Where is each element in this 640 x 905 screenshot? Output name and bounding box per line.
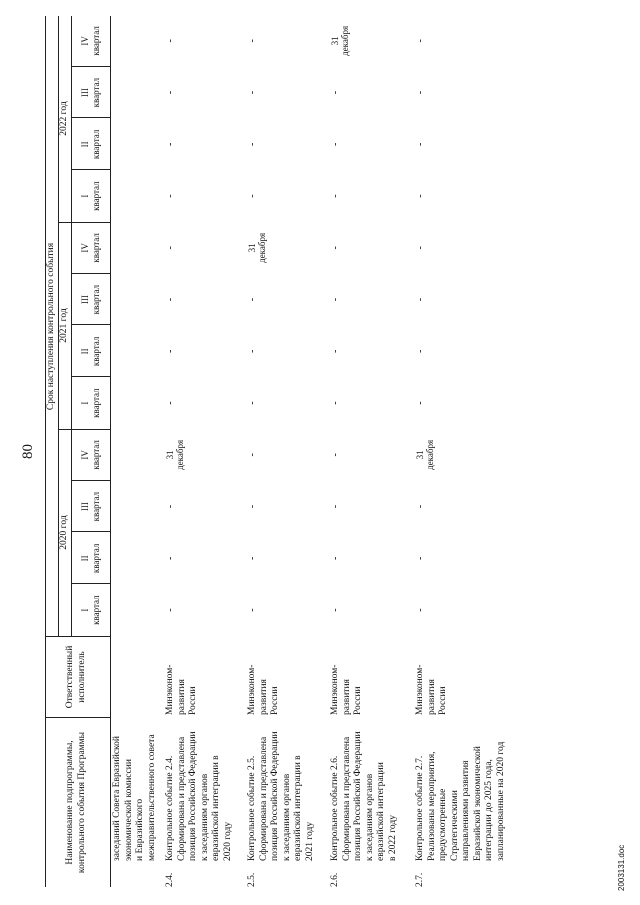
quarter-header: I квартал [80, 595, 101, 625]
empty-cell-dash: - [415, 39, 426, 43]
empty-cell-dash: - [165, 90, 176, 95]
quarter-header: III квартал [80, 491, 101, 522]
empty-cell-dash: - [415, 401, 426, 405]
header-term: Срок наступления контрольного события [46, 242, 56, 411]
header-responsible: Ответственный исполнитель [65, 645, 87, 709]
row-number: 2.6. [330, 872, 340, 887]
row-number: 2.5. [247, 872, 257, 887]
empty-cell-dash: - [415, 608, 426, 612]
empty-cell-dash: - [165, 194, 176, 198]
quarter-header: IV квартал [80, 233, 101, 263]
empty-cell-dash: - [330, 608, 341, 612]
col-divider [45, 717, 111, 718]
row-responsible: Минэконом- развития России [330, 664, 363, 715]
header-name: Наименование подпрограммы, контрольного события Программы [65, 731, 87, 874]
row-responsible: Минэконом- развития России [247, 664, 280, 715]
empty-cell-dash: - [165, 556, 176, 561]
row-continued-name: заседаний Совета Евразийской экономической комиссии и Евразийского межправительственного совета [112, 734, 157, 861]
empty-cell-dash: - [247, 504, 258, 509]
empty-cell-dash: - [247, 453, 258, 457]
event-date: 31 декабря [165, 439, 185, 470]
empty-cell-dash: - [165, 246, 176, 250]
year-2020: 2020 год [59, 515, 69, 550]
quarter-header: II квартал [80, 543, 101, 574]
quarter-header: IV квартал [80, 440, 101, 470]
event-date: 31 декабря [247, 232, 267, 263]
empty-cell-dash: - [165, 142, 176, 147]
empty-cell-dash: - [330, 246, 341, 250]
empty-cell-dash: - [165, 608, 176, 612]
empty-cell-dash: - [247, 39, 258, 43]
col-divider [45, 636, 111, 637]
quarter-header: IV квартал [80, 26, 101, 56]
year-2021: 2021 год [59, 308, 69, 343]
row-name: Контрольное событие 2.4. Сформирована и представлена позиция Российской Федерации к заседаниям органов евразийской интеграции в 2020 году [165, 731, 233, 861]
year-header-rule [71, 16, 72, 637]
empty-cell-dash: - [330, 349, 341, 354]
empty-cell-dash: - [415, 349, 426, 354]
empty-cell-dash: - [247, 556, 258, 561]
empty-cell-dash: - [247, 401, 258, 405]
quarter-header: I квартал [80, 181, 101, 211]
row-responsible: Минэконом- развития России [165, 664, 198, 715]
empty-cell-dash: - [247, 297, 258, 302]
empty-cell-dash: - [165, 39, 176, 43]
empty-cell-dash: - [330, 401, 341, 405]
empty-cell-dash: - [247, 194, 258, 198]
row-name: Контрольное событие 2.5. Сформирована и представлена позиция Российской Федерации к заседаниям органов евразийской интеграции в 2021 году [247, 731, 315, 861]
quarter-header: II квартал [80, 129, 101, 160]
empty-cell-dash: - [165, 504, 176, 509]
empty-cell-dash: - [247, 349, 258, 354]
empty-cell-dash: - [415, 504, 426, 509]
empty-cell-dash: - [415, 297, 426, 302]
row-name: Контрольное событие 2.6. Сформирована и представлена позиция Российской Федерации к заседаниям органов евразийской интеграции в 2022 году [330, 731, 398, 861]
empty-cell-dash: - [415, 90, 426, 95]
row-number: 2.7. [415, 872, 425, 887]
empty-cell-dash: - [330, 297, 341, 302]
header-bottom-border [110, 16, 111, 887]
event-date: 31 декабря [330, 25, 350, 56]
empty-cell-dash: - [415, 246, 426, 250]
empty-cell-dash: - [330, 142, 341, 147]
empty-cell-dash: - [247, 608, 258, 612]
empty-cell-dash: - [330, 194, 341, 198]
quarter-header: III квартал [80, 284, 101, 315]
empty-cell-dash: - [165, 401, 176, 405]
quarter-header: I квартал [80, 388, 101, 418]
row-number: 2.4. [165, 872, 175, 887]
quarter-header: III квартал [80, 77, 101, 108]
row-responsible: Минэконом- развития России [415, 664, 448, 715]
empty-cell-dash: - [330, 504, 341, 509]
empty-cell-dash: - [165, 349, 176, 354]
footer-filename: 2003131.doc [617, 844, 626, 891]
event-date: 31 декабря [415, 439, 435, 470]
empty-cell-dash: - [415, 142, 426, 147]
empty-cell-dash: - [330, 90, 341, 95]
year-2022: 2022 год [59, 101, 69, 136]
empty-cell-dash: - [330, 556, 341, 561]
empty-cell-dash: - [415, 194, 426, 198]
page-number: 80 [20, 444, 36, 459]
quarter-header: II квартал [80, 336, 101, 367]
empty-cell-dash: - [165, 297, 176, 302]
row-name: Контрольное событие 2.7. Реализованы мероприятия, предусмотренные Стратегическими направлениями развития Евразийской экономической интеграции до 2025 года, запланированные на 2020 год [415, 741, 506, 861]
empty-cell-dash: - [247, 90, 258, 95]
empty-cell-dash: - [330, 453, 341, 457]
empty-cell-dash: - [247, 142, 258, 147]
empty-cell-dash: - [415, 556, 426, 561]
